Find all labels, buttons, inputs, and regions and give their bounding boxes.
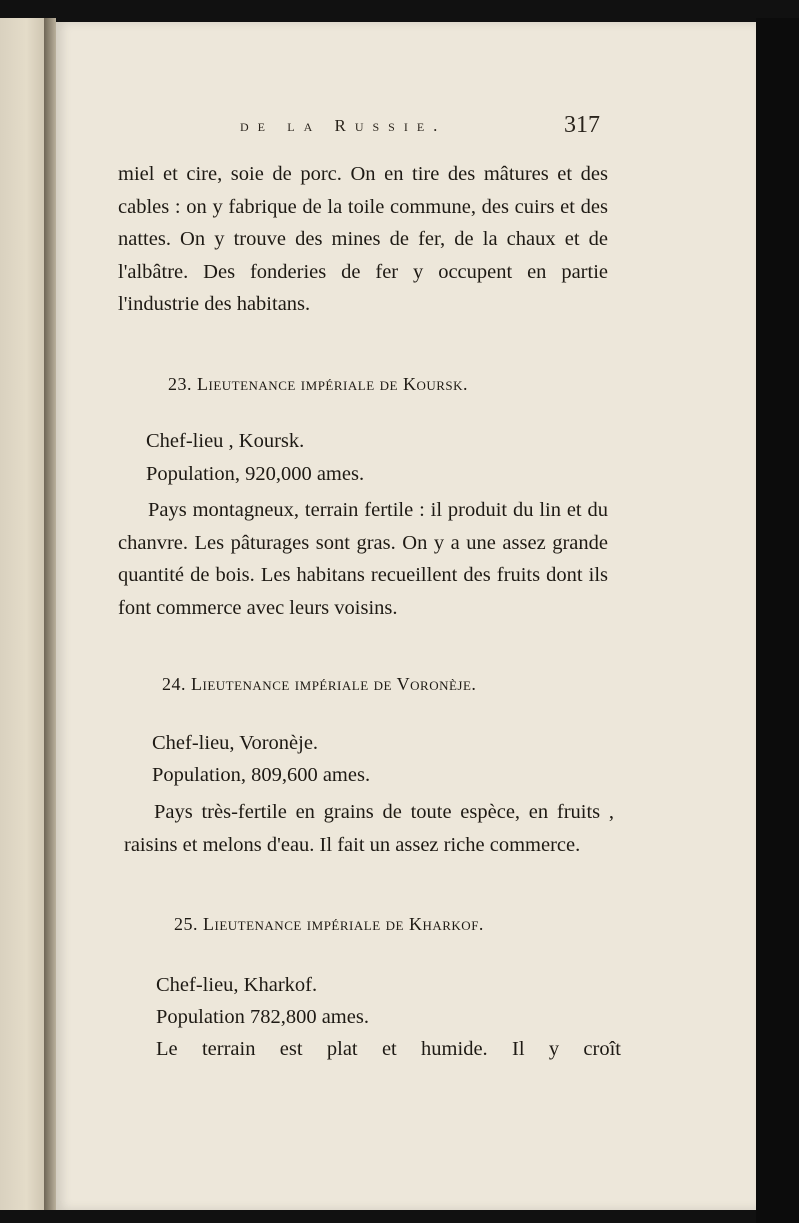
population-line: Population 782,800 ames. (156, 1006, 369, 1028)
book-page (56, 22, 756, 1210)
section-heading: 23. Lieutenance impériale de Koursk. (168, 374, 469, 394)
section-description: Le terrain est plat et humide. Il y croît (156, 1038, 621, 1060)
running-head (56, 114, 756, 154)
running-head-title: de la Russie. (240, 116, 447, 135)
section-heading: 24. Lieutenance impériale de Voronèje. (162, 674, 477, 694)
intro-paragraph: miel et cire, soie de porc. On en tire des mâtures et des cables : on y fabrique de la toile commune, des cuirs et des nattes. On y trouve des mines de fer, de la chaux et de l'albâtre. Des fonderies de fer y occupent en partie l'industrie des habitans. (118, 163, 608, 315)
population-line: Population, 920,000 ames. (146, 463, 365, 485)
chef-lieu-line: Chef-lieu, Voronèje. (152, 732, 319, 754)
chef-lieu-line: Chef-lieu , Koursk. (146, 430, 305, 452)
page-edge-shadow (756, 18, 799, 1223)
book-gutter (44, 18, 56, 1210)
section-description: Pays très-fertile en grains de toute espèce, en fruits , raisins et melons d'eau. Il fait un assez riche commerce. (124, 801, 614, 856)
facing-page-edge (0, 18, 46, 1210)
page-number: 317 (564, 112, 600, 138)
section-heading: 25. Lieutenance impériale de Kharkof. (174, 914, 484, 934)
chef-lieu-line: Chef-lieu, Kharkof. (156, 974, 318, 996)
section-description: Pays montagneux, terrain fertile : il produit du lin et du chanvre. Les pâturages sont gras. On y a une assez grande quantité de bois. Les habitans recueillent des fruits dont ils font commerce avec leurs voisins. (118, 499, 608, 619)
population-line: Population, 809,600 ames. (152, 764, 371, 786)
